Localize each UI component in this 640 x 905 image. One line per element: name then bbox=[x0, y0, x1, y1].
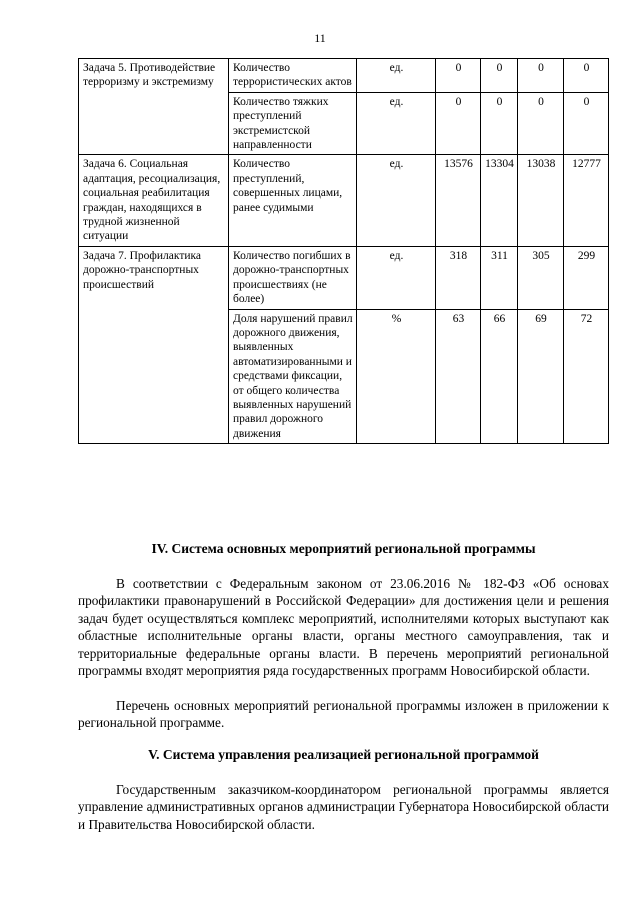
section-5-title: V. Система управления реализацией региональной программой bbox=[148, 747, 539, 762]
value-cell: 66 bbox=[481, 309, 518, 444]
table-row bbox=[79, 246, 609, 309]
value-cell: 0 bbox=[436, 59, 481, 93]
value-cell: 305 bbox=[518, 246, 564, 309]
value-cell: 0 bbox=[564, 92, 609, 155]
value-cell: 63 bbox=[436, 309, 481, 444]
value-cell: 13304 bbox=[481, 155, 518, 246]
value-cell: 311 bbox=[481, 246, 518, 309]
value-cell: 12777 bbox=[564, 155, 609, 246]
value-cell: 13576 bbox=[436, 155, 481, 246]
indicator-cell: Количество террористических актов bbox=[229, 59, 357, 93]
value-cell: 0 bbox=[518, 59, 564, 93]
value-cell: 0 bbox=[436, 92, 481, 155]
task-cell: Задача 7. Профилактика дорожно-транспортных происшествий bbox=[79, 246, 229, 443]
section-4-paragraph-1: В соответствии с Федеральным законом от 23.06.2016 № 182-ФЗ «Об основах профилактики правонарушений в Российской Федерации» для достижения цели и решения задач будет осуществляться комплекс мероприятий, исполнителями которых выступают как областные исполнительные органы власти, органы местного самоуправления, так и территориальные федеральные органы власти. В перечень мероприятий региональной программы входят мероприятия ряда государственных программ Новосибирской области. bbox=[78, 576, 609, 679]
value-cell: 0 bbox=[481, 59, 518, 93]
value-cell: 69 bbox=[518, 309, 564, 444]
task-cell: Задача 5. Противодействие терроризму и экстремизму bbox=[79, 59, 229, 155]
value-cell: 318 bbox=[436, 246, 481, 309]
value-cell: 0 bbox=[564, 59, 609, 93]
unit-cell: ед. bbox=[357, 92, 436, 155]
indicator-cell: Количество преступлений, совершенных лицами, ранее судимыми bbox=[229, 155, 357, 246]
value-cell: 0 bbox=[518, 92, 564, 155]
task-cell: Задача 6. Социальная адаптация, ресоциализация, социальная реабилитация граждан, находящихся в трудной жизненной ситуации bbox=[79, 155, 229, 246]
value-cell: 13038 bbox=[518, 155, 564, 246]
value-cell: 299 bbox=[564, 246, 609, 309]
value-cell: 0 bbox=[481, 92, 518, 155]
unit-cell: % bbox=[357, 309, 436, 444]
unit-cell: ед. bbox=[357, 246, 436, 309]
table-row bbox=[79, 59, 609, 93]
unit-cell: ед. bbox=[357, 155, 436, 246]
section-4-title: IV. Система основных мероприятий региональной программы bbox=[151, 541, 536, 556]
section-4-paragraph-2: Перечень основных мероприятий региональной программы изложен в приложении к региональной программе. bbox=[78, 698, 609, 731]
indicator-cell: Количество погибших в дорожно-транспортных происшествиях (не более) bbox=[229, 246, 357, 309]
indicator-cell: Доля нарушений правил дорожного движения, выявленных автоматизированными и средствами фиксации, от общего количества выявленных нарушений правил дорожного движения bbox=[229, 309, 357, 444]
value-cell: 72 bbox=[564, 309, 609, 444]
indicator-cell: Количество тяжких преступлений экстремистской направленности bbox=[229, 92, 357, 155]
section-5-paragraph-1: Государственным заказчиком-координатором региональной программы является управление административных органов администрации Губернатора Новосибирской области и Правительства Новосибирской области. bbox=[78, 782, 609, 832]
page-number: 11 bbox=[314, 31, 326, 45]
table-row bbox=[79, 155, 609, 246]
indicators-table bbox=[78, 58, 609, 444]
unit-cell: ед. bbox=[357, 59, 436, 93]
